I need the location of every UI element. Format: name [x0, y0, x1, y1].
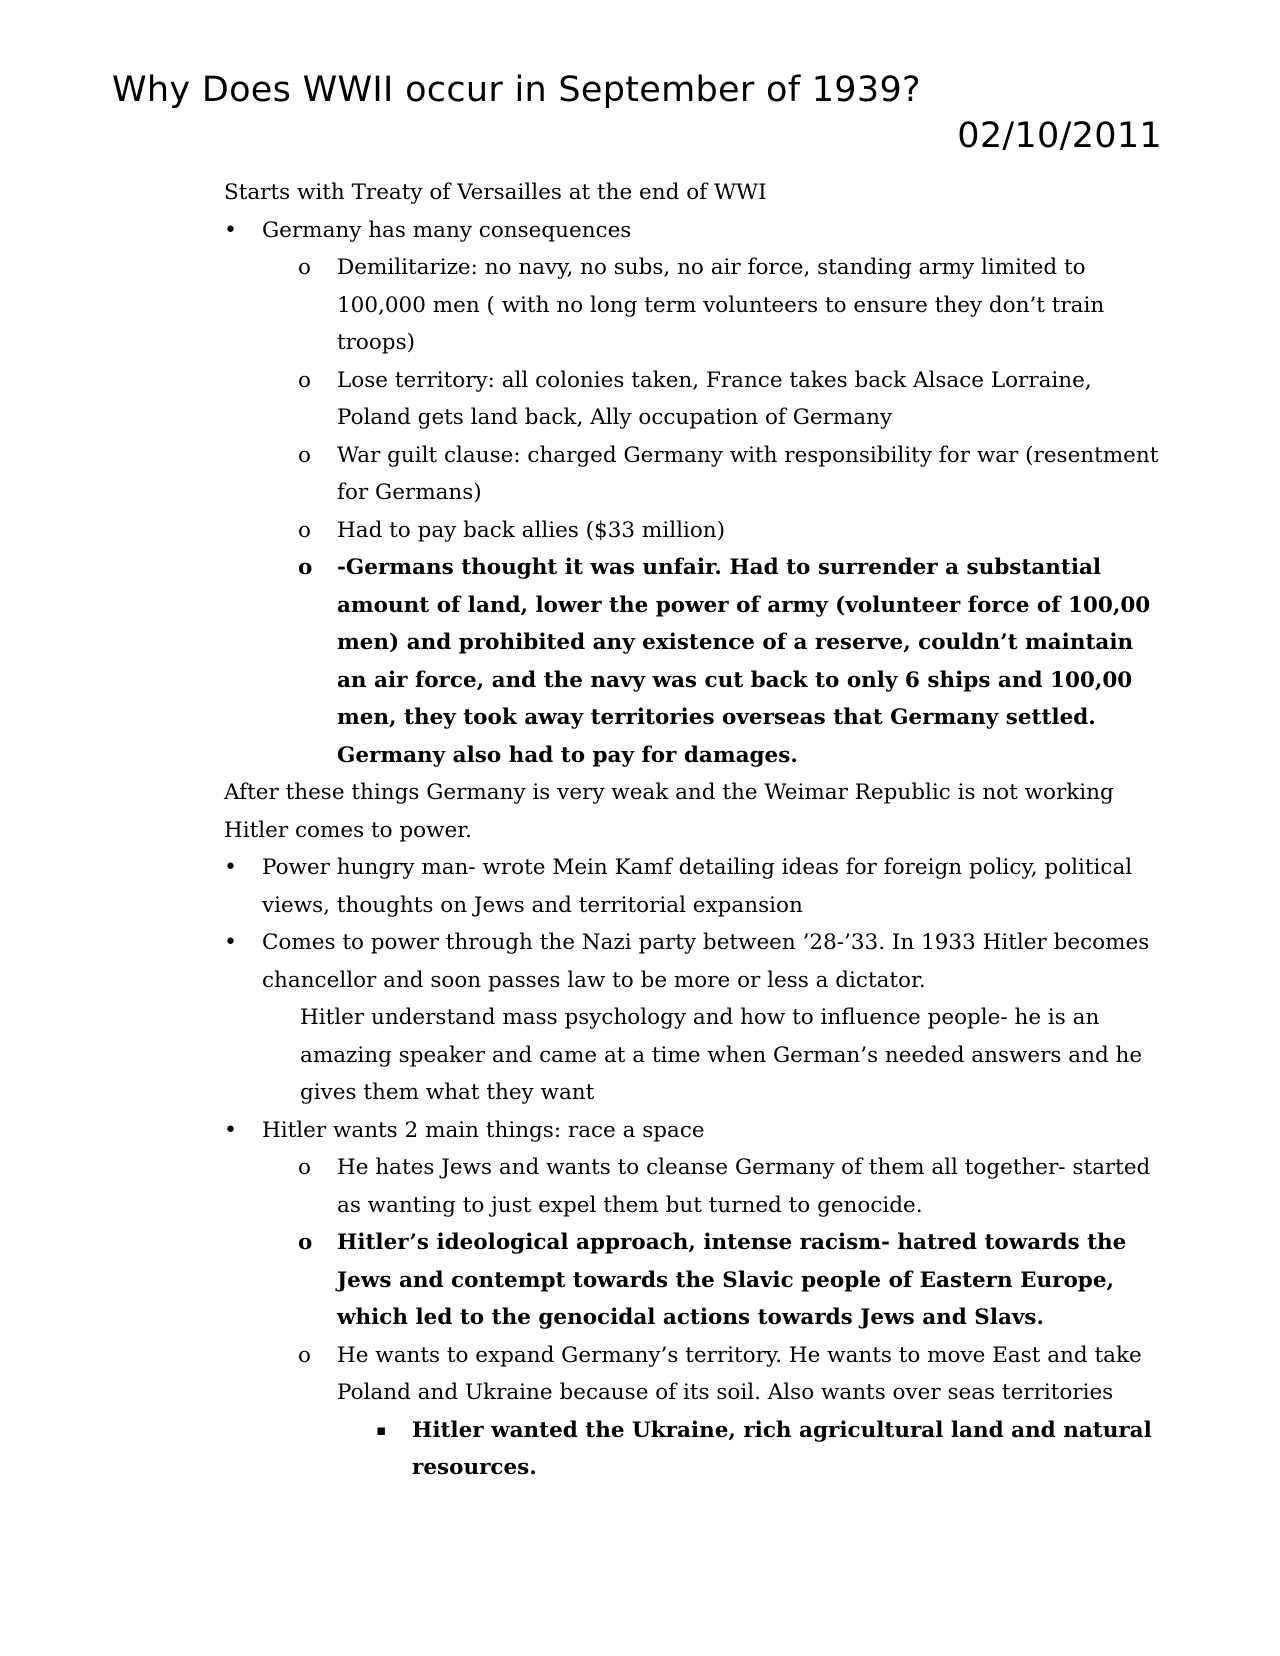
list-item — [0, 999, 1280, 1112]
list-item — [0, 1337, 1280, 1412]
list-item-text: Hitler wants 2 main things: race a space — [262, 1117, 705, 1143]
list-item-text: He wants to expand Germany’s territory. He wants to move East and take Poland and Ukraine because of its soil. Also wants over seas territories — [337, 1342, 1142, 1405]
document-date: 02/10/2011 — [957, 116, 1162, 156]
list-bullet-icon: o — [298, 1155, 311, 1180]
list-item — [0, 212, 1280, 250]
list-item-text: Had to pay back allies ($33 million) — [337, 517, 725, 543]
list-item — [0, 1224, 1280, 1337]
list-bullet-icon: o — [298, 255, 311, 280]
list-item — [0, 249, 1280, 362]
list-item-text: Comes to power through the Nazi party between ’28-’33. In 1933 Hitler becomes chancellor and soon passes law to be more or less a dictator. — [262, 930, 1150, 993]
list-item — [0, 1412, 1280, 1487]
list-bullet-icon: o — [298, 517, 311, 543]
list-bullet-icon: o — [298, 555, 313, 580]
list-bullet-icon: • — [224, 1117, 237, 1143]
list-item-text: Hitler comes to power. — [224, 817, 472, 843]
list-item-text: Hitler wanted the Ukraine, rich agricultural land and natural resources. — [412, 1417, 1152, 1480]
list-item — [0, 774, 1280, 812]
list-bullet-icon: o — [298, 442, 311, 468]
list-item — [0, 1149, 1280, 1224]
list-item-text: Germany has many consequences — [262, 217, 632, 243]
list-item — [0, 437, 1280, 512]
list-bullet-icon: • — [224, 855, 237, 880]
list-item — [0, 362, 1280, 437]
list-item — [0, 849, 1280, 924]
list-bullet-icon: • — [224, 930, 237, 955]
list-item-text: War guilt clause: charged Germany with responsibility for war (resentment for Germans) — [337, 442, 1159, 505]
list-item-text: -Germans thought it was unfair. Had to surrender a substantial amount of land, lower the power of army (volunteer force of 100,00 men) and prohibited any existence of a reserve, couldn’t maintain an air force, and the navy was cut back to only 6 ships and 100,00 men, they took away territories overseas that Germany settled. Germany also had to pay for damages. — [337, 555, 1151, 768]
list-item-text: Power hungry man- wrote Mein Kamf detailing ideas for foreign policy, political views, thoughts on Jews and territorial expansion — [262, 855, 1133, 918]
list-item — [0, 1112, 1280, 1150]
list-item-text: Hitler understand mass psychology and how to influence people- he is an amazing speaker and came at a time when German’s needed answers and he gives them what they want — [300, 1005, 1143, 1105]
list-item-text: After these things Germany is very weak and the Weimar Republic is not working — [224, 780, 1114, 805]
list-item — [0, 924, 1280, 999]
document-body — [0, 174, 1280, 1487]
list-item — [0, 512, 1280, 550]
list-item-text: Starts with Treaty of Versailles at the end of WWI — [224, 180, 767, 205]
list-item-text: Hitler’s ideological approach, intense racism- hatred towards the Jews and contempt towards the Slavic people of Eastern Europe, which led to the genocidal actions towards Jews and Slavs. — [337, 1230, 1127, 1330]
list-bullet-icon: • — [224, 217, 237, 243]
list-bullet-icon: ▪ — [376, 1420, 387, 1439]
list-item — [0, 174, 1280, 212]
list-item — [0, 549, 1280, 774]
list-item-text: Demilitarize: no navy, no subs, no air force, standing army limited to 100,000 men ( with no long term volunteers to ensure they don’t train troops) — [337, 255, 1105, 355]
list-item — [0, 812, 1280, 850]
list-item-text: Lose territory: all colonies taken, France takes back Alsace Lorraine, Poland gets land back, Ally occupation of Germany — [337, 367, 1092, 430]
list-bullet-icon: o — [298, 367, 311, 393]
list-item-text: He hates Jews and wants to cleanse Germany of them all together- started as wanting to just expel them but turned to genocide. — [337, 1155, 1151, 1218]
list-bullet-icon: o — [298, 1230, 313, 1255]
document-title: Why Does WWII occur in September of 1939? — [112, 70, 921, 110]
list-bullet-icon: o — [298, 1342, 311, 1368]
